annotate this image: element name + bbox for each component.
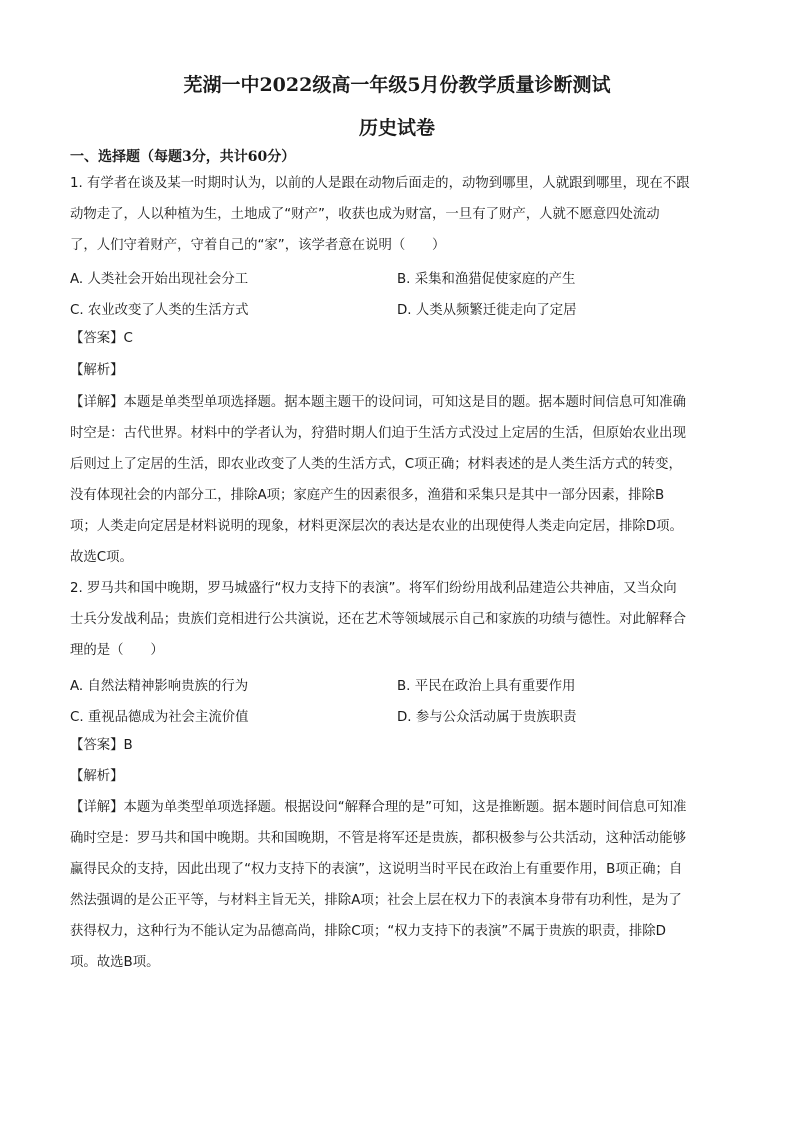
q2-detail-line: 项。故选B项。	[70, 955, 160, 970]
q2-detail-line: 【详解】本题为单类型单项选择题。根据设问“解释合理的是”可知，这是推断题。据本题时间信息可知准	[70, 800, 687, 815]
q1-detail-line: 项；人类走向定居是材料说明的现象，材料更深层次的表达是农业的出现使得人类走向定居，排除D项。	[70, 519, 683, 534]
q2-option-b: B. 平民在政治上具有重要作用	[397, 679, 576, 694]
q1-detail-line: 【详解】本题是单类型单项选择题。据本题主题干的设问词，可知这是目的题。据本题时间信息可知准确	[70, 395, 686, 410]
exam-title: 芜湖一中2022级高一年级5月份教学质量诊断测试	[183, 74, 611, 96]
q1-stem-line: 了，人们守着财产，守着自己的“家”，该学者意在说明（ ）	[70, 238, 446, 253]
q1-option-d: D. 人类从频繁迁徙走向了定居	[397, 303, 577, 318]
q2-detail-line: 获得权力，这种行为不能认定为品德高尚，排除C项；“权力支持下的表演”不属于贵族的职责，排除D	[70, 924, 666, 939]
q2-option-c: C. 重视品德成为社会主流价值	[70, 710, 249, 725]
q2-option-a: A. 自然法精神影响贵族的行为	[70, 679, 249, 694]
q1-stem-line: 动物走了，人以种植为生，土地成了“财产”，收获也成为财富，一旦有了财产，人就不愿意四处流动	[70, 207, 660, 222]
q1-option-b: B. 采集和渔猎促使家庭的产生	[397, 272, 576, 287]
q1-detail-line: 故选C项。	[70, 550, 133, 565]
q2-option-d: D. 参与公众活动属于贵族职责	[397, 710, 577, 725]
q1-answer: 【答案】C	[70, 331, 133, 346]
exam-subject: 历史试卷	[358, 117, 435, 139]
q1-stem-line: 1. 有学者在谈及某一时期时认为，以前的人是跟在动物后面走的，动物到哪里，人就跟到哪里，现在不跟	[70, 176, 690, 191]
q2-detail-line: 赢得民众的支持，因此出现了“权力支持下的表演”，这说明当时平民在政治上有重要作用，B项正确；自	[70, 862, 683, 877]
q1-option-c: C. 农业改变了人类的生活方式	[70, 303, 249, 318]
q2-analysis-label: 【解析】	[70, 769, 124, 784]
q2-detail-line: 确时空是：罗马共和国中晚期。共和国晚期，不管是将军还是贵族，都积极参与公共活动，这种活动能够	[70, 831, 686, 846]
q2-detail-line: 然法强调的是公正平等，与材料主旨无关，排除A项；社会上层在权力下的表演本身带有功利性，是为了	[70, 893, 682, 908]
q2-stem-line: 士兵分发战利品；贵族们竞相进行公共演说，还在艺术等领域展示自己和家族的功绩与德性。对此解释合	[70, 612, 686, 627]
q1-option-a: A. 人类社会开始出现社会分工	[70, 272, 249, 287]
q1-detail-line: 后则过上了定居的生活，即农业改变了人类的生活方式，C项正确；材料表述的是人类生活方式的转变，	[70, 457, 682, 472]
q2-answer: 【答案】B	[70, 738, 133, 753]
q2-stem-line: 理的是（ ）	[70, 643, 164, 658]
q1-detail-line: 时空是：古代世界。材料中的学者认为，狩猎时期人们迫于生活方式没过上定居的生活，但原始农业出现	[70, 426, 686, 441]
q1-analysis-label: 【解析】	[70, 363, 124, 378]
q2-stem-line: 2. 罗马共和国中晚期，罗马城盛行“权力支持下的表演”。将军们纷纷用战利品建造公共神庙，又当众向	[70, 581, 677, 596]
section-heading: 一、选择题（每题3分，共计60分）	[70, 149, 296, 165]
q1-detail-line: 没有体现社会的内部分工，排除A项；家庭产生的因素很多，渔猎和采集只是其中一部分因素，排除B	[70, 488, 665, 503]
